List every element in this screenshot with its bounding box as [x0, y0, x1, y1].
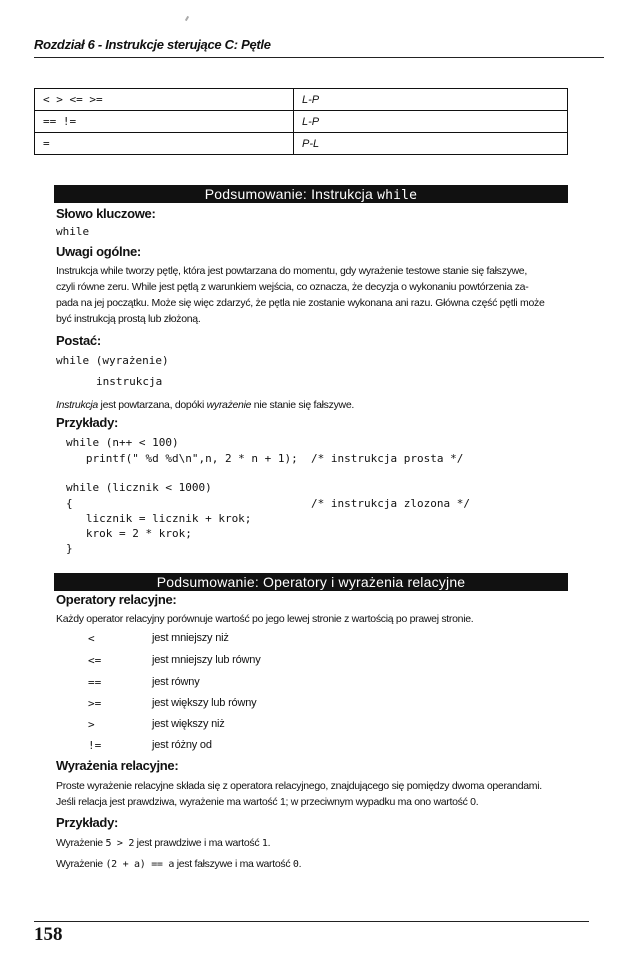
example-text: jest fałszywe i ma wartość	[174, 858, 293, 870]
general-line: być instrukcją prostą lub złożoną.	[56, 313, 201, 325]
table-row	[35, 89, 568, 111]
form-line: while (wyrażenie)	[56, 354, 169, 367]
ops-intro: Każdy operator relacyjny porównuje wartość po jego lewej stronie z wartością po prawej stronie.	[56, 613, 474, 625]
code-line: krok = 2 * krok;	[66, 527, 192, 540]
precedence-table	[34, 88, 568, 155]
expr-line: Jeśli relacja jest prawdziwa, wyrażenie ma wartość 1; w przeciwnym wypadku ma ono wartość 0.	[56, 796, 479, 808]
table-cell-assoc: P-L	[294, 133, 568, 155]
example-text: Wyrażenie	[56, 837, 106, 849]
ops-heading: Operatory relacyjne:	[56, 592, 177, 607]
scan-mark	[185, 16, 189, 21]
banner-code: while	[377, 188, 418, 203]
summary-banner-relational: Podsumowanie: Operatory i wyrażenia relacyjne	[54, 573, 568, 591]
code-line: while (n++ < 100)	[66, 436, 179, 449]
keyword-value: while	[56, 225, 90, 238]
operator-desc: jest większy lub równy	[152, 697, 257, 709]
operator-symbol: ==	[88, 676, 102, 689]
code-line: licznik = licznik + krok;	[66, 512, 252, 525]
operator-symbol: <=	[88, 654, 102, 667]
example-line	[56, 836, 576, 851]
table-row	[35, 111, 568, 133]
form-note-italic: Instrukcja	[56, 399, 98, 411]
banner-text: Podsumowanie: Instrukcja	[204, 186, 373, 202]
table-cell-assoc: L-P	[294, 89, 568, 111]
example-code: (2 + a) == a	[105, 859, 175, 870]
summary-banner-while	[54, 185, 568, 203]
example-value: 0	[292, 859, 299, 870]
examples-heading: Przykłady:	[56, 415, 119, 430]
example-text: Wyrażenie	[56, 858, 106, 870]
example-text: .	[267, 837, 271, 849]
form-line: instrukcja	[96, 375, 163, 388]
form-note	[56, 398, 576, 413]
operator-desc: jest mniejszy niż	[152, 632, 229, 644]
table-cell-ops: < > <= >=	[35, 89, 294, 111]
operator-desc: jest równy	[152, 676, 200, 688]
code-line: }	[66, 542, 73, 555]
expr-line: Proste wyrażenie relacyjne składa się z operatora relacyjnego, znajdującego się pomiędzy dwoma operandami.	[56, 780, 542, 792]
example-line	[56, 857, 576, 872]
operator-symbol: >	[88, 718, 95, 731]
table-cell-ops: == !=	[35, 111, 294, 133]
code-line: { /* instrukcja zlozona */	[66, 497, 470, 510]
form-note-italic: wyrażenie	[206, 399, 252, 411]
header-rule	[34, 57, 604, 58]
code-line: printf(" %d %d\n",n, 2 * n + 1); /* instrukcja prosta */	[66, 452, 464, 465]
general-heading: Uwagi ogólne:	[56, 244, 141, 259]
form-note-text: jest powtarzana, dopóki	[97, 399, 207, 411]
operator-symbol: !=	[88, 739, 102, 752]
operator-symbol: >=	[88, 697, 102, 710]
code-line: while (licznik < 1000)	[66, 481, 212, 494]
example-code: 5 > 2	[105, 838, 135, 849]
operator-symbol: <	[88, 632, 95, 645]
form-heading: Postać:	[56, 333, 101, 348]
example-value: 1	[261, 838, 268, 849]
operator-desc: jest większy niż	[152, 718, 225, 730]
table-cell-ops: =	[35, 133, 294, 155]
table-cell-assoc: L-P	[294, 111, 568, 133]
examples-heading-2: Przykłady:	[56, 815, 119, 830]
general-line: pada na jej początku. Może się więc zdarzyć, że pętla nie zostanie wykonana ani razu. Główna część pętli może	[56, 297, 545, 309]
running-header: Rozdział 6 - Instrukcje sterujące C: Pętle	[34, 37, 271, 52]
example-text: .	[298, 858, 302, 870]
expr-heading: Wyrażenia relacyjne:	[56, 758, 179, 773]
operator-desc: jest różny od	[152, 739, 212, 751]
footer-rule	[34, 921, 589, 922]
general-line: Instrukcja while tworzy pętlę, która jest powtarzana do momentu, gdy wyrażenie testowe stanie się fałszywe,	[56, 265, 527, 277]
form-note-text: nie stanie się fałszywe.	[251, 399, 354, 411]
operator-desc: jest mniejszy lub równy	[152, 654, 261, 666]
page-number: 158	[34, 924, 63, 945]
general-line: czyli równe zeru. While jest pętlą z warunkiem wejścia, co oznacza, że decyzja o wykonaniu powtórzenia za-	[56, 281, 529, 293]
example-text: jest prawdziwe i ma wartość	[134, 837, 262, 849]
table-row	[35, 133, 568, 155]
keywords-heading: Słowo kluczowe:	[56, 206, 156, 221]
